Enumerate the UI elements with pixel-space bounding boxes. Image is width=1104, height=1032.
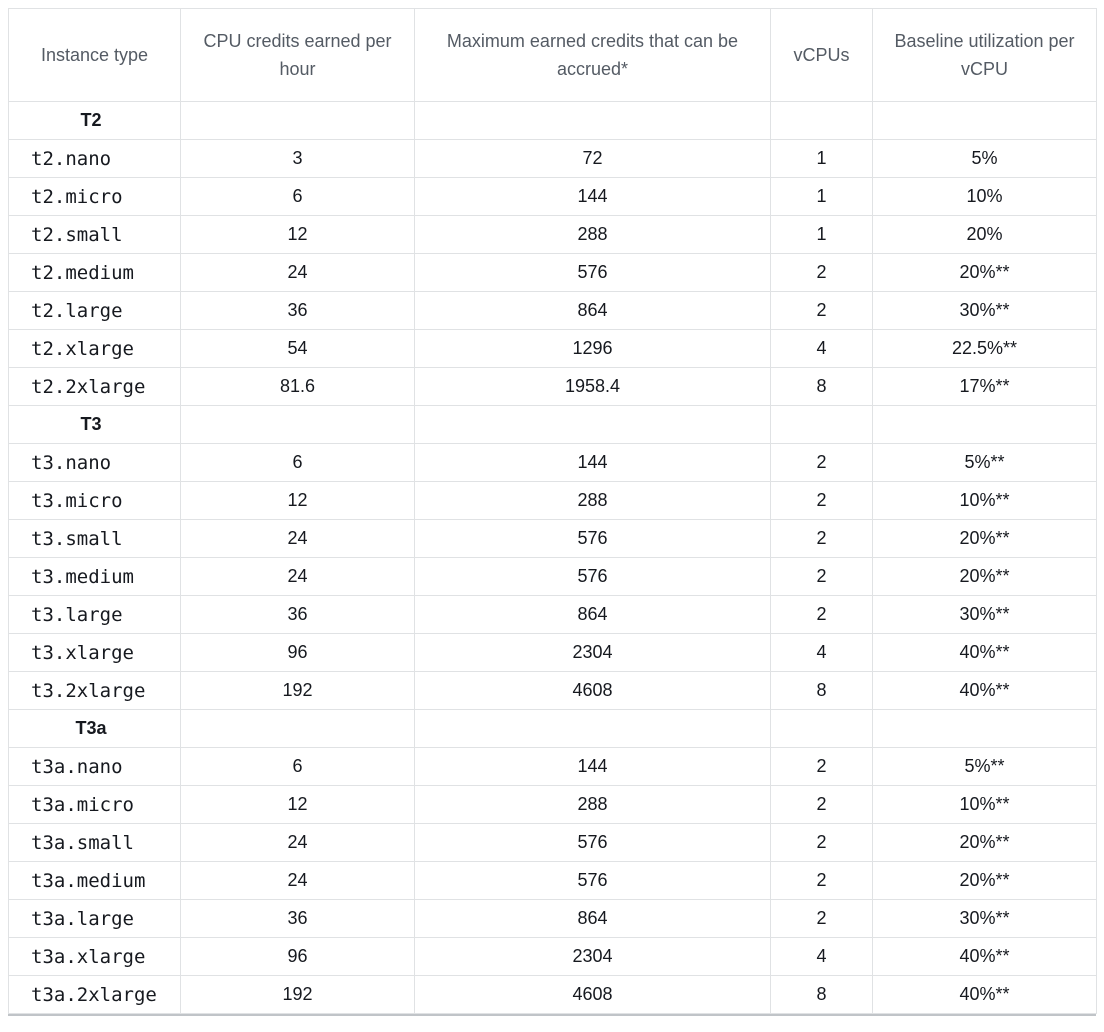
vcpus-cell: 2 bbox=[771, 292, 873, 330]
empty-cell bbox=[415, 102, 771, 140]
credits-per-hour-cell: 24 bbox=[181, 558, 415, 596]
baseline-cell: 40%** bbox=[873, 976, 1097, 1014]
group-row bbox=[9, 710, 1097, 748]
baseline-cell: 20%** bbox=[873, 824, 1097, 862]
baseline-cell: 30%** bbox=[873, 900, 1097, 938]
vcpus-cell: 4 bbox=[771, 634, 873, 672]
baseline-cell: 5%** bbox=[873, 748, 1097, 786]
max-credits-cell: 288 bbox=[415, 216, 771, 254]
credits-per-hour-cell: 96 bbox=[181, 634, 415, 672]
baseline-cell: 20%** bbox=[873, 862, 1097, 900]
empty-cell bbox=[181, 102, 415, 140]
vcpus-cell: 1 bbox=[771, 178, 873, 216]
table-row bbox=[9, 634, 1097, 672]
baseline-cell: 20%** bbox=[873, 254, 1097, 292]
max-credits-cell: 2304 bbox=[415, 634, 771, 672]
header-cpu-credits-per-hour: CPU credits earned per hour bbox=[181, 9, 415, 102]
max-credits-cell: 4608 bbox=[415, 976, 771, 1014]
header-max-earned-credits: Maximum earned credits that can be accrued* bbox=[415, 9, 771, 102]
header-row bbox=[9, 9, 1097, 102]
group-label: T2 bbox=[80, 110, 102, 130]
empty-cell bbox=[415, 406, 771, 444]
baseline-cell: 20%** bbox=[873, 558, 1097, 596]
table-row bbox=[9, 482, 1097, 520]
header-baseline-utilization: Baseline utilization per vCPU bbox=[873, 9, 1097, 102]
instance-type-cell: t2.micro bbox=[9, 178, 181, 216]
max-credits-cell: 144 bbox=[415, 178, 771, 216]
baseline-cell: 5% bbox=[873, 140, 1097, 178]
instance-type-cell: t2.2xlarge bbox=[9, 368, 181, 406]
credits-per-hour-cell: 12 bbox=[181, 482, 415, 520]
baseline-cell: 20% bbox=[873, 216, 1097, 254]
cpu-credits-table bbox=[8, 8, 1097, 1014]
baseline-cell: 20%** bbox=[873, 520, 1097, 558]
instance-type-cell: t2.medium bbox=[9, 254, 181, 292]
vcpus-cell: 1 bbox=[771, 216, 873, 254]
baseline-cell: 10% bbox=[873, 178, 1097, 216]
credits-per-hour-cell: 36 bbox=[181, 292, 415, 330]
table-row bbox=[9, 824, 1097, 862]
vcpus-cell: 2 bbox=[771, 558, 873, 596]
table-row bbox=[9, 938, 1097, 976]
instance-type-cell: t3a.medium bbox=[9, 862, 181, 900]
table-row bbox=[9, 254, 1097, 292]
table-row bbox=[9, 140, 1097, 178]
table-header bbox=[9, 9, 1097, 102]
max-credits-cell: 576 bbox=[415, 558, 771, 596]
credits-per-hour-cell: 12 bbox=[181, 786, 415, 824]
baseline-cell: 22.5%** bbox=[873, 330, 1097, 368]
table-row bbox=[9, 862, 1097, 900]
table-row bbox=[9, 330, 1097, 368]
instance-type-cell: t3.nano bbox=[9, 444, 181, 482]
max-credits-cell: 288 bbox=[415, 786, 771, 824]
table-row bbox=[9, 444, 1097, 482]
credits-per-hour-cell: 6 bbox=[181, 748, 415, 786]
group-label-cell bbox=[9, 710, 181, 748]
credits-per-hour-cell: 81.6 bbox=[181, 368, 415, 406]
empty-cell bbox=[873, 406, 1097, 444]
credits-per-hour-cell: 24 bbox=[181, 520, 415, 558]
vcpus-cell: 2 bbox=[771, 824, 873, 862]
max-credits-cell: 1958.4 bbox=[415, 368, 771, 406]
instance-type-cell: t2.small bbox=[9, 216, 181, 254]
max-credits-cell: 576 bbox=[415, 520, 771, 558]
table-row bbox=[9, 596, 1097, 634]
instance-type-cell: t3.medium bbox=[9, 558, 181, 596]
max-credits-cell: 864 bbox=[415, 292, 771, 330]
credits-per-hour-cell: 12 bbox=[181, 216, 415, 254]
credits-per-hour-cell: 192 bbox=[181, 976, 415, 1014]
vcpus-cell: 4 bbox=[771, 330, 873, 368]
empty-cell bbox=[771, 102, 873, 140]
instance-type-cell: t3.large bbox=[9, 596, 181, 634]
table-row bbox=[9, 292, 1097, 330]
baseline-cell: 10%** bbox=[873, 786, 1097, 824]
empty-cell bbox=[771, 710, 873, 748]
max-credits-cell: 72 bbox=[415, 140, 771, 178]
baseline-cell: 40%** bbox=[873, 938, 1097, 976]
group-label: T3 bbox=[80, 414, 102, 434]
instance-type-cell: t3a.micro bbox=[9, 786, 181, 824]
empty-cell bbox=[181, 710, 415, 748]
instance-type-cell: t2.large bbox=[9, 292, 181, 330]
table-row bbox=[9, 178, 1097, 216]
instance-type-cell: t2.nano bbox=[9, 140, 181, 178]
credits-per-hour-cell: 24 bbox=[181, 254, 415, 292]
vcpus-cell: 2 bbox=[771, 900, 873, 938]
empty-cell bbox=[181, 406, 415, 444]
credits-table-container bbox=[8, 8, 1096, 1016]
vcpus-cell: 2 bbox=[771, 748, 873, 786]
max-credits-cell: 4608 bbox=[415, 672, 771, 710]
max-credits-cell: 144 bbox=[415, 444, 771, 482]
baseline-cell: 17%** bbox=[873, 368, 1097, 406]
max-credits-cell: 864 bbox=[415, 900, 771, 938]
credits-per-hour-cell: 6 bbox=[181, 178, 415, 216]
empty-cell bbox=[415, 710, 771, 748]
credits-per-hour-cell: 36 bbox=[181, 596, 415, 634]
vcpus-cell: 1 bbox=[771, 140, 873, 178]
max-credits-cell: 576 bbox=[415, 254, 771, 292]
credits-per-hour-cell: 6 bbox=[181, 444, 415, 482]
vcpus-cell: 2 bbox=[771, 254, 873, 292]
empty-cell bbox=[771, 406, 873, 444]
baseline-cell: 30%** bbox=[873, 292, 1097, 330]
instance-type-cell: t3a.nano bbox=[9, 748, 181, 786]
max-credits-cell: 1296 bbox=[415, 330, 771, 368]
instance-type-cell: t3.micro bbox=[9, 482, 181, 520]
credits-per-hour-cell: 96 bbox=[181, 938, 415, 976]
instance-type-cell: t3a.xlarge bbox=[9, 938, 181, 976]
baseline-cell: 10%** bbox=[873, 482, 1097, 520]
group-label: T3a bbox=[75, 718, 107, 738]
group-label-cell bbox=[9, 102, 181, 140]
max-credits-cell: 576 bbox=[415, 824, 771, 862]
instance-type-cell: t3a.large bbox=[9, 900, 181, 938]
group-row bbox=[9, 102, 1097, 140]
header-vcpus: vCPUs bbox=[771, 9, 873, 102]
vcpus-cell: 2 bbox=[771, 862, 873, 900]
table-row bbox=[9, 900, 1097, 938]
instance-type-cell: t2.xlarge bbox=[9, 330, 181, 368]
header-instance-type: Instance type bbox=[9, 9, 181, 102]
vcpus-cell: 2 bbox=[771, 520, 873, 558]
instance-type-cell: t3a.2xlarge bbox=[9, 976, 181, 1014]
table-row bbox=[9, 976, 1097, 1014]
vcpus-cell: 2 bbox=[771, 786, 873, 824]
vcpus-cell: 4 bbox=[771, 938, 873, 976]
table-row bbox=[9, 216, 1097, 254]
credits-per-hour-cell: 192 bbox=[181, 672, 415, 710]
max-credits-cell: 144 bbox=[415, 748, 771, 786]
baseline-cell: 30%** bbox=[873, 596, 1097, 634]
vcpus-cell: 8 bbox=[771, 672, 873, 710]
instance-type-cell: t3.2xlarge bbox=[9, 672, 181, 710]
max-credits-cell: 2304 bbox=[415, 938, 771, 976]
baseline-cell: 40%** bbox=[873, 672, 1097, 710]
table-row bbox=[9, 672, 1097, 710]
vcpus-cell: 8 bbox=[771, 368, 873, 406]
vcpus-cell: 2 bbox=[771, 482, 873, 520]
instance-type-cell: t3a.small bbox=[9, 824, 181, 862]
credits-per-hour-cell: 54 bbox=[181, 330, 415, 368]
empty-cell bbox=[873, 710, 1097, 748]
table-row bbox=[9, 748, 1097, 786]
baseline-cell: 40%** bbox=[873, 634, 1097, 672]
max-credits-cell: 576 bbox=[415, 862, 771, 900]
table-row bbox=[9, 786, 1097, 824]
credits-per-hour-cell: 24 bbox=[181, 862, 415, 900]
instance-type-cell: t3.xlarge bbox=[9, 634, 181, 672]
table-body bbox=[9, 102, 1097, 1014]
table-row bbox=[9, 520, 1097, 558]
table-row bbox=[9, 368, 1097, 406]
baseline-cell: 5%** bbox=[873, 444, 1097, 482]
table-row bbox=[9, 558, 1097, 596]
vcpus-cell: 2 bbox=[771, 596, 873, 634]
group-label-cell bbox=[9, 406, 181, 444]
max-credits-cell: 288 bbox=[415, 482, 771, 520]
vcpus-cell: 8 bbox=[771, 976, 873, 1014]
group-row bbox=[9, 406, 1097, 444]
instance-type-cell: t3.small bbox=[9, 520, 181, 558]
credits-per-hour-cell: 3 bbox=[181, 140, 415, 178]
vcpus-cell: 2 bbox=[771, 444, 873, 482]
empty-cell bbox=[873, 102, 1097, 140]
credits-per-hour-cell: 36 bbox=[181, 900, 415, 938]
max-credits-cell: 864 bbox=[415, 596, 771, 634]
credits-per-hour-cell: 24 bbox=[181, 824, 415, 862]
